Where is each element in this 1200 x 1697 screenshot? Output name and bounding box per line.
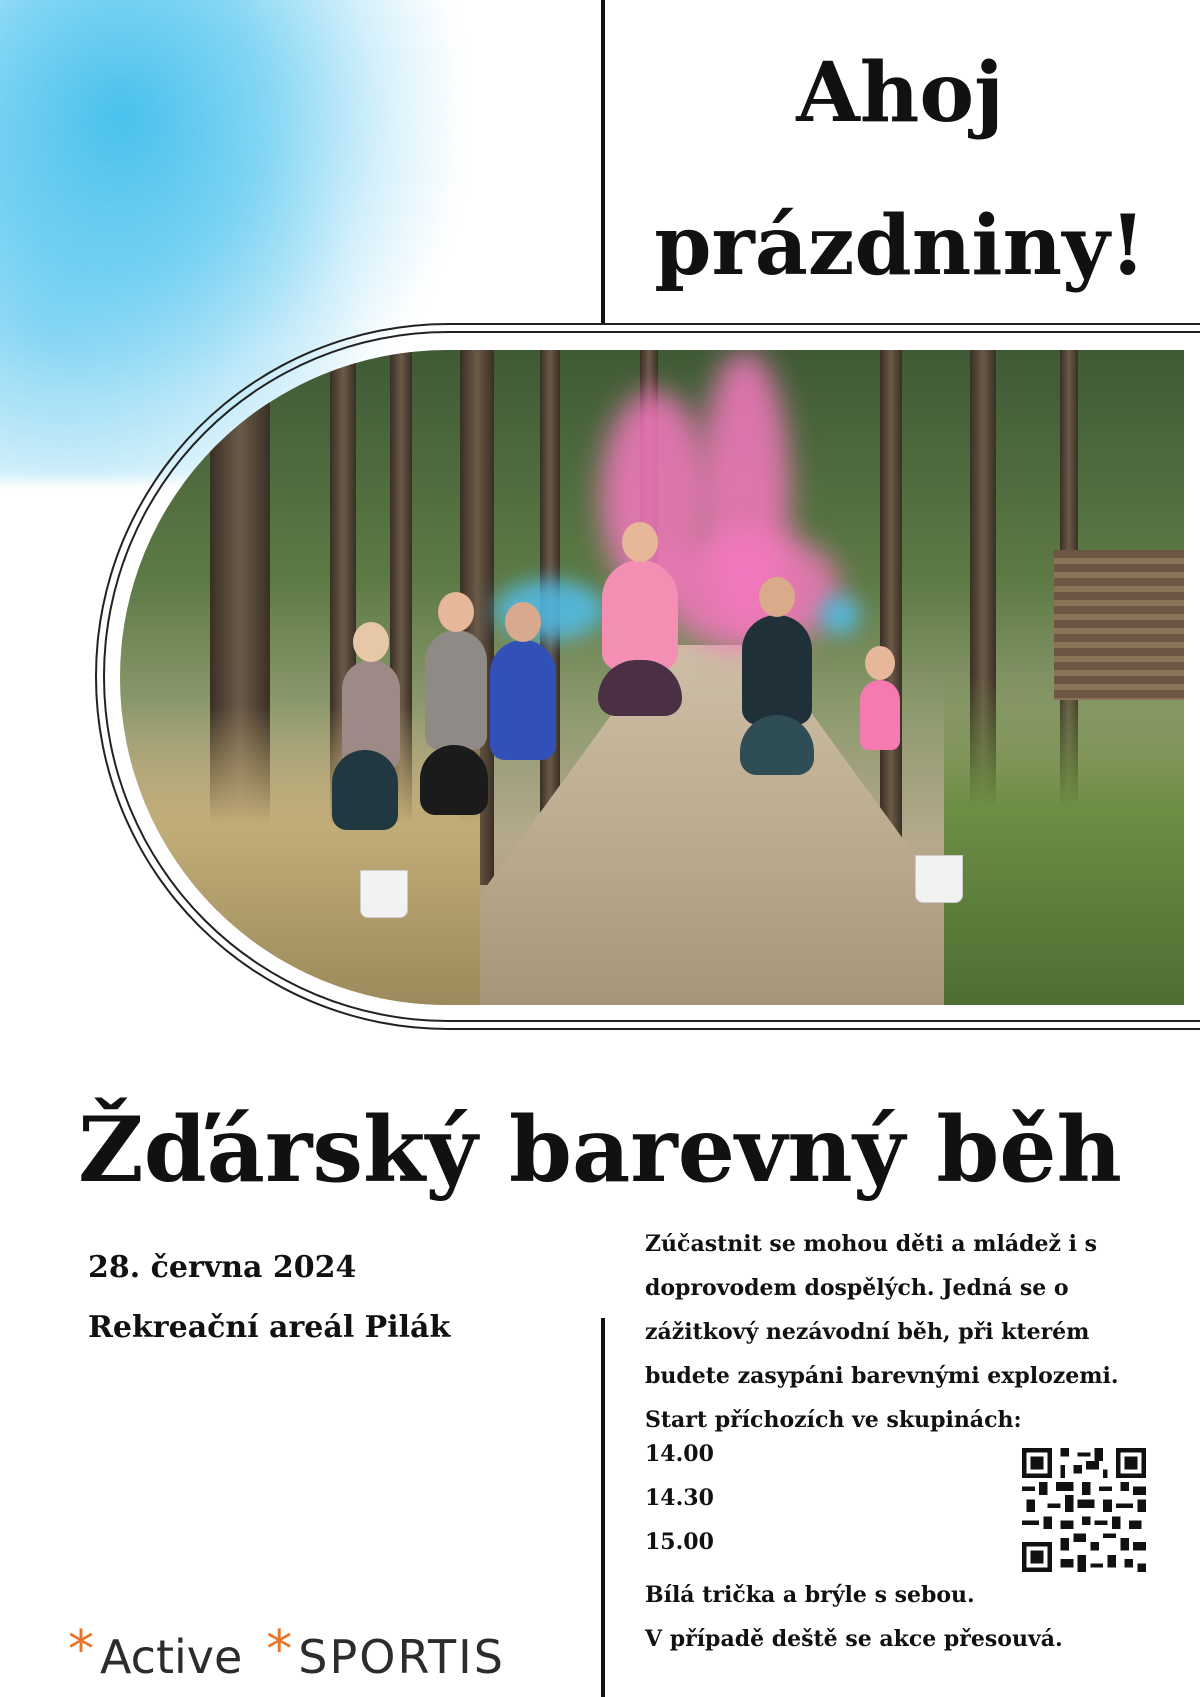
description-line: Start příchozích ve skupinách:	[645, 1407, 1022, 1433]
description-line: Zúčastnit se mohou děti a mládež i s	[645, 1231, 1098, 1257]
qr-code-icon[interactable]	[1022, 1448, 1146, 1572]
divider-line-top	[601, 0, 605, 323]
star-icon: *	[68, 1620, 94, 1680]
logo-active: Active	[100, 1630, 243, 1684]
logo-sportis: SPORTIS	[298, 1630, 505, 1684]
start-time: 14.00	[645, 1441, 714, 1467]
sponsor-logos	[68, 1620, 505, 1684]
start-time: 15.00	[645, 1529, 714, 1555]
description-line: doprovodem dospělých. Jedná se o	[645, 1275, 1069, 1301]
event-description	[645, 1222, 1185, 1442]
headline-line1: Ahoj	[796, 45, 1004, 141]
note-line: V případě deště se akce přesouvá.	[645, 1626, 1063, 1652]
note-line: Bílá trička a brýle s sebou.	[645, 1582, 975, 1608]
event-date: 28. června 2024	[88, 1250, 357, 1285]
start-times-list	[645, 1432, 714, 1564]
divider-line-bottom	[601, 1318, 605, 1697]
event-place: Rekreační areál Pilák	[88, 1310, 451, 1345]
start-time: 14.30	[645, 1485, 714, 1511]
color-run-photo	[120, 350, 1184, 1005]
event-notes	[645, 1573, 1063, 1661]
description-line: budete zasypáni barevnými explozemi.	[645, 1363, 1119, 1389]
headline-line2: prázdniny!	[654, 198, 1146, 294]
description-line: zážitkový nezávodní běh, při kterém	[645, 1319, 1090, 1345]
event-title: Žďárský barevný běh	[78, 1097, 1122, 1203]
star-icon: *	[266, 1620, 293, 1680]
